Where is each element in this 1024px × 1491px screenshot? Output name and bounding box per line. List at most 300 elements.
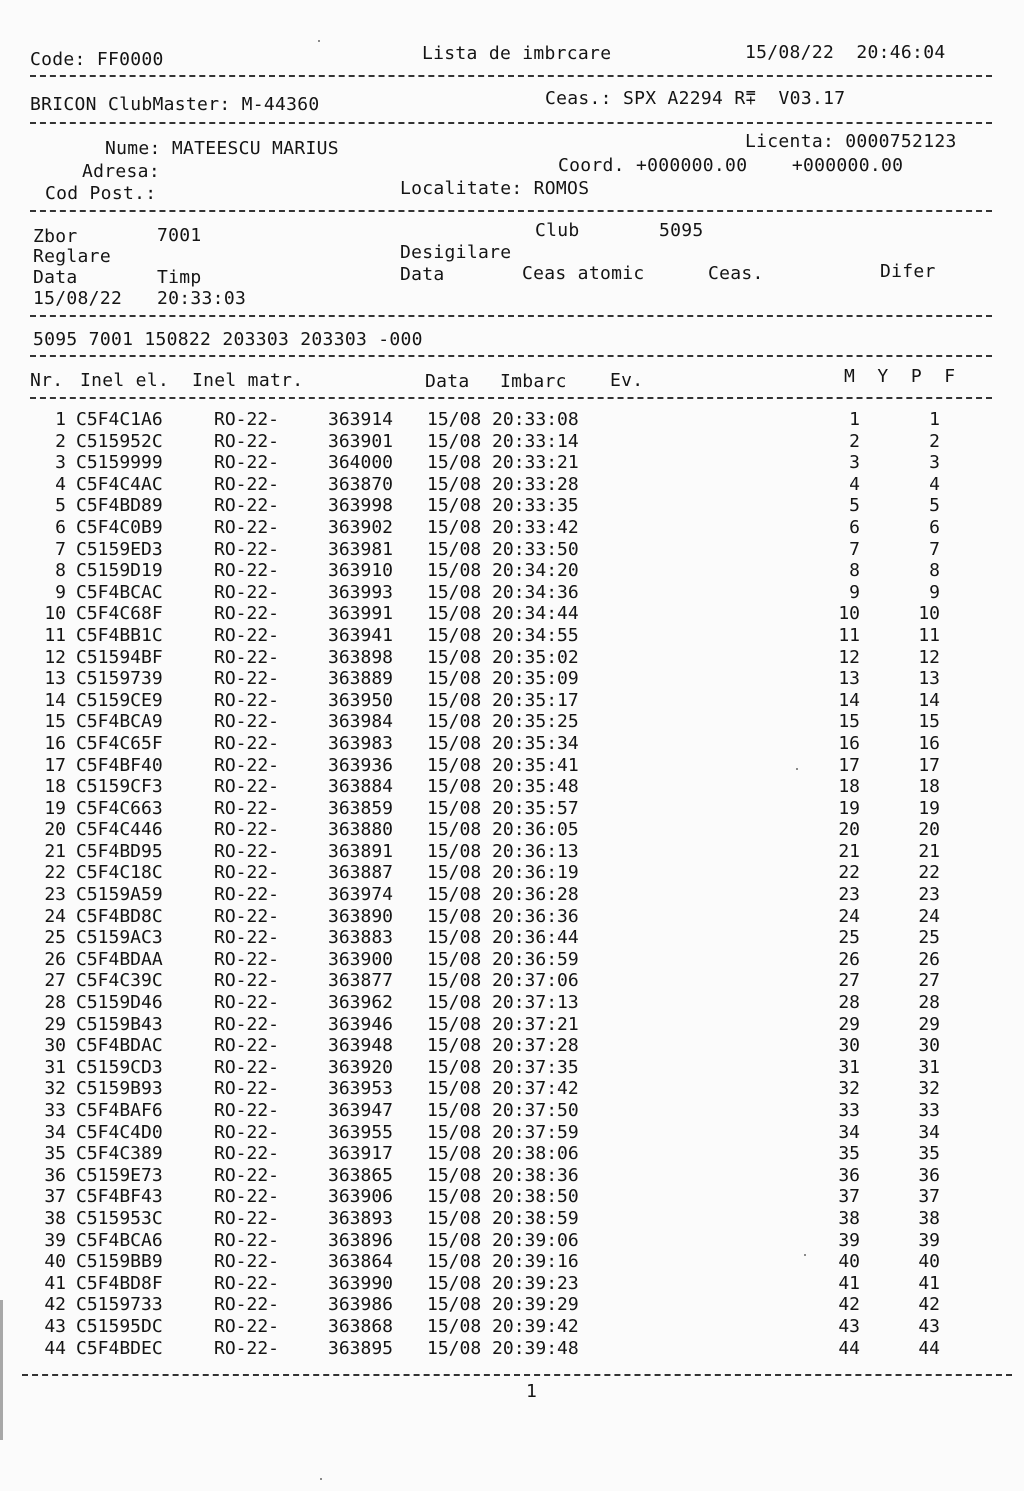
ring-prefix: RO-22- [214, 689, 280, 711]
rank-p: 21 [918, 840, 940, 862]
ring-number: 363883 [328, 927, 394, 949]
rank-p: 42 [918, 1294, 940, 1316]
row-number: 22 [44, 862, 66, 884]
rank-m: 30 [838, 1035, 860, 1057]
electronic-ring: C5F4BD8F [76, 1272, 163, 1294]
row-number: 30 [44, 1035, 66, 1057]
col-header-inel-matr: Inel matr. [192, 370, 304, 391]
rank-p: 40 [918, 1251, 940, 1273]
atomic-clock-label: Ceas atomic [522, 263, 645, 284]
ring-prefix: RO-22- [214, 1143, 280, 1165]
row-number: 27 [44, 970, 66, 992]
document-title: Lista de imbrcare [422, 43, 612, 64]
row-number: 41 [44, 1272, 66, 1294]
row-number: 25 [44, 927, 66, 949]
rank-p: 15 [918, 711, 940, 733]
arrival-time: 15/08 20:36:28 [427, 884, 579, 906]
ring-number: 363920 [328, 1056, 394, 1078]
electronic-ring: C5159CF3 [76, 776, 163, 798]
ring-number: 363887 [328, 862, 394, 884]
ring-number: 363983 [328, 732, 394, 754]
arrival-time: 15/08 20:35:57 [427, 797, 579, 819]
ring-number: 363884 [328, 776, 394, 798]
ring-number: 363917 [328, 1143, 394, 1165]
arrival-time: 15/08 20:35:02 [427, 646, 579, 668]
table-row [0, 1338, 1024, 1360]
ring-prefix: RO-22- [214, 603, 280, 625]
row-number: 29 [44, 1013, 66, 1035]
rank-m: 41 [838, 1272, 860, 1294]
row-number: 34 [44, 1121, 66, 1143]
rank-m: 13 [838, 668, 860, 690]
arrival-time: 15/08 20:39:42 [427, 1315, 579, 1337]
print-datetime: 15/08/22 20:46:04 [745, 42, 946, 63]
row-number: 31 [44, 1056, 66, 1078]
electronic-ring: C5F4BCA6 [76, 1229, 163, 1251]
club-number: 5095 [659, 220, 704, 241]
divider-3 [30, 210, 992, 212]
electronic-ring: C5F4C65F [76, 732, 163, 754]
ring-prefix: RO-22- [214, 1035, 280, 1057]
rank-p: 20 [918, 819, 940, 841]
ring-prefix: RO-22- [214, 1251, 280, 1273]
ring-prefix: RO-22- [214, 560, 280, 582]
rank-p: 12 [918, 646, 940, 668]
row-number: 13 [44, 668, 66, 690]
table-row [0, 690, 1024, 712]
electronic-ring: C515952C [76, 430, 163, 452]
ring-prefix: RO-22- [214, 495, 280, 517]
row-number: 1 [55, 409, 66, 430]
rank-p: 24 [918, 905, 940, 927]
row-number: 10 [44, 603, 66, 625]
row-number: 6 [55, 516, 66, 538]
rank-p: 18 [918, 776, 940, 798]
rank-m: 21 [838, 840, 860, 862]
ring-prefix: RO-22- [214, 1100, 280, 1121]
ring-prefix: RO-22- [214, 927, 280, 949]
rank-m: 28 [838, 992, 860, 1014]
divider-bottom [22, 1374, 1012, 1376]
rank-m: 43 [838, 1315, 860, 1337]
ring-prefix: RO-22- [214, 840, 280, 862]
ring-number: 363914 [328, 409, 394, 430]
ring-number: 363950 [328, 689, 394, 711]
electronic-ring: C5159B43 [76, 1013, 163, 1035]
electronic-ring: C5F4BF43 [76, 1186, 163, 1208]
ring-prefix: RO-22- [214, 992, 280, 1014]
electronic-ring: C5F4C39C [76, 970, 163, 992]
arrival-time: 15/08 20:39:29 [427, 1294, 579, 1316]
rank-p: 23 [918, 884, 940, 906]
table-row [0, 452, 1024, 474]
rank-m: 42 [838, 1294, 860, 1316]
arrival-time: 15/08 20:36:36 [427, 905, 579, 927]
electronic-ring: C5F4BB1C [76, 624, 163, 646]
arrival-time: 15/08 20:38:36 [427, 1164, 579, 1186]
rank-m: 4 [849, 473, 860, 495]
rank-m: 24 [838, 905, 860, 927]
table-row [0, 1100, 1024, 1122]
ring-number: 363902 [328, 516, 394, 538]
table-row [0, 992, 1024, 1014]
arrival-time: 15/08 20:37:28 [427, 1035, 579, 1057]
rank-p: 43 [918, 1315, 940, 1337]
electronic-ring: C5F4C4AC [76, 473, 163, 495]
electronic-ring: C5F4BD8C [76, 905, 163, 927]
ring-prefix: RO-22- [214, 516, 280, 538]
arrival-time: 15/08 20:33:42 [427, 516, 579, 538]
rank-p: 10 [918, 603, 940, 625]
electronic-ring: C5159739 [76, 668, 163, 690]
table-row [0, 755, 1024, 777]
divider-6 [30, 397, 992, 399]
rank-p: 16 [918, 732, 940, 754]
rank-p: 35 [918, 1143, 940, 1165]
row-number: 17 [44, 754, 66, 776]
ring-prefix: RO-22- [214, 819, 280, 841]
rank-p: 32 [918, 1078, 940, 1100]
table-row [0, 409, 1024, 431]
table-row [0, 798, 1024, 820]
rank-p: 26 [918, 948, 940, 970]
electronic-ring: C5F4BDEC [76, 1337, 163, 1359]
rank-m: 25 [838, 927, 860, 949]
summary-line: 5095 7001 150822 203303 203303 -000 [33, 329, 423, 350]
paper-edge-shadow [0, 1300, 3, 1440]
electronic-ring: C5F4BAF6 [76, 1100, 163, 1121]
ring-number: 363868 [328, 1315, 394, 1337]
rank-p: 9 [929, 581, 940, 603]
rank-p: 37 [918, 1186, 940, 1208]
arrival-time: 15/08 20:39:48 [427, 1337, 579, 1359]
rank-p: 41 [918, 1272, 940, 1294]
table-row [0, 474, 1024, 496]
rank-m: 44 [838, 1337, 860, 1359]
electronic-ring: C5159ED3 [76, 538, 163, 560]
arrival-time: 15/08 20:38:59 [427, 1207, 579, 1229]
ring-prefix: RO-22- [214, 646, 280, 668]
arrival-time: 15/08 20:33:35 [427, 495, 579, 517]
electronic-ring: C5159E73 [76, 1164, 163, 1186]
paper-speck [804, 1254, 806, 1256]
rank-m: 35 [838, 1143, 860, 1165]
ring-prefix: RO-22- [214, 624, 280, 646]
table-row [0, 668, 1024, 690]
table-row [0, 776, 1024, 798]
electronic-ring: C5F4BCA9 [76, 711, 163, 733]
table-row [0, 819, 1024, 841]
rank-p: 3 [929, 452, 940, 474]
rank-m: 10 [838, 603, 860, 625]
ring-number: 363864 [328, 1251, 394, 1273]
table-row [0, 603, 1024, 625]
clock-col-label: Ceas. [708, 263, 764, 284]
row-number: 35 [44, 1143, 66, 1165]
table-row [0, 711, 1024, 733]
ring-prefix: RO-22- [214, 776, 280, 798]
arrival-time: 15/08 20:35:09 [427, 668, 579, 690]
table-row [0, 949, 1024, 971]
row-number: 19 [44, 797, 66, 819]
rank-m: 18 [838, 776, 860, 798]
ring-prefix: RO-22- [214, 1121, 280, 1143]
rank-p: 8 [929, 560, 940, 582]
ring-number: 363900 [328, 948, 394, 970]
ring-number: 363891 [328, 840, 394, 862]
col-header-data: Data [425, 371, 470, 392]
ring-number: 363865 [328, 1164, 394, 1186]
rank-p: 11 [918, 624, 940, 646]
owner-name: Nume: MATEESCU MARIUS [105, 138, 339, 159]
arrival-time: 15/08 20:36:19 [427, 862, 579, 884]
row-number: 16 [44, 732, 66, 754]
ring-number: 363990 [328, 1272, 394, 1294]
electronic-ring: C5F4C446 [76, 819, 163, 841]
ring-number: 363898 [328, 646, 394, 668]
ring-prefix: RO-22- [214, 948, 280, 970]
rank-m: 11 [838, 624, 860, 646]
ring-number: 363889 [328, 668, 394, 690]
rank-p: 6 [929, 516, 940, 538]
paper-speck [796, 768, 798, 770]
row-number: 2 [55, 430, 66, 452]
rank-p: 19 [918, 797, 940, 819]
divider-2 [30, 122, 992, 124]
col-header-inel-el: Inel el. [80, 370, 170, 391]
ring-number: 363946 [328, 1013, 394, 1035]
row-number: 32 [44, 1078, 66, 1100]
ring-number: 363986 [328, 1294, 394, 1316]
arrival-time: 15/08 20:37:06 [427, 970, 579, 992]
arrival-time: 15/08 20:35:41 [427, 754, 579, 776]
ring-prefix: RO-22- [214, 1078, 280, 1100]
rank-m: 6 [849, 516, 860, 538]
table-row [0, 884, 1024, 906]
ring-number: 363859 [328, 797, 394, 819]
table-row [0, 1316, 1024, 1338]
electronic-ring: C5159CD3 [76, 1056, 163, 1078]
club-label: Club [535, 220, 580, 241]
row-number: 18 [44, 776, 66, 798]
row-number: 44 [44, 1337, 66, 1359]
row-number: 39 [44, 1229, 66, 1251]
arrival-time: 15/08 20:35:25 [427, 711, 579, 733]
rank-m: 14 [838, 689, 860, 711]
table-row [0, 1035, 1024, 1057]
electronic-ring: C5159733 [76, 1294, 163, 1316]
table-row [0, 862, 1024, 884]
divider-4 [30, 315, 992, 317]
table-row [0, 560, 1024, 582]
flight-number: 7001 [157, 225, 202, 246]
ring-number: 363910 [328, 560, 394, 582]
clock-label: Ceas.: SPX A2294 R⩱ V03.17 [545, 88, 846, 109]
row-number: 11 [44, 624, 66, 646]
date-col-label: Data [33, 267, 78, 288]
time-col-label: Timp [157, 267, 202, 288]
arrival-time: 15/08 20:37:21 [427, 1013, 579, 1035]
ring-prefix: RO-22- [214, 1294, 280, 1316]
ring-number: 363880 [328, 819, 394, 841]
difference-label: Difer [880, 261, 936, 282]
arrival-time: 15/08 20:36:59 [427, 948, 579, 970]
table-row [0, 647, 1024, 669]
table-row [0, 1294, 1024, 1316]
table-row [0, 625, 1024, 647]
rank-m: 27 [838, 970, 860, 992]
table-row [0, 1165, 1024, 1187]
table-row [0, 1208, 1024, 1230]
ring-prefix: RO-22- [214, 862, 280, 884]
ring-number: 363941 [328, 624, 394, 646]
rank-m: 33 [838, 1100, 860, 1121]
row-number: 9 [55, 581, 66, 603]
ring-number: 363870 [328, 473, 394, 495]
row-number: 40 [44, 1251, 66, 1273]
electronic-ring: C5159999 [76, 452, 163, 474]
electronic-ring: C5F4BCAC [76, 581, 163, 603]
rank-m: 37 [838, 1186, 860, 1208]
arrival-time: 15/08 20:38:50 [427, 1186, 579, 1208]
rank-m: 7 [849, 538, 860, 560]
ring-number: 363901 [328, 430, 394, 452]
ring-number: 363993 [328, 581, 394, 603]
ring-number: 363962 [328, 992, 394, 1014]
ring-prefix: RO-22- [214, 1315, 280, 1337]
row-number: 43 [44, 1315, 66, 1337]
arrival-time: 15/08 20:34:44 [427, 603, 579, 625]
row-number: 21 [44, 840, 66, 862]
electronic-ring: C5F4BDAC [76, 1035, 163, 1057]
table-row [0, 927, 1024, 949]
arrival-time: 15/08 20:39:16 [427, 1251, 579, 1273]
ring-number: 363893 [328, 1207, 394, 1229]
arrival-time: 15/08 20:37:50 [427, 1100, 579, 1121]
ring-prefix: RO-22- [214, 409, 280, 430]
table-row [0, 733, 1024, 755]
rank-m: 12 [838, 646, 860, 668]
ring-prefix: RO-22- [214, 1013, 280, 1035]
arrival-time: 15/08 20:37:42 [427, 1078, 579, 1100]
electronic-ring: C51595DC [76, 1315, 163, 1337]
rank-m: 5 [849, 495, 860, 517]
table-row [0, 431, 1024, 453]
row-number: 3 [55, 452, 66, 474]
setting-label: Reglare [33, 246, 111, 267]
rank-p: 36 [918, 1164, 940, 1186]
arrival-table [0, 409, 1024, 1359]
arrival-time: 15/08 20:38:06 [427, 1143, 579, 1165]
rank-m: 9 [849, 581, 860, 603]
rank-m: 19 [838, 797, 860, 819]
table-row [0, 1186, 1024, 1208]
col-header-imbarc: Imbarc [500, 371, 567, 392]
row-number: 12 [44, 646, 66, 668]
locality: Localitate: ROMOS [400, 178, 590, 199]
ring-prefix: RO-22- [214, 905, 280, 927]
rank-p: 22 [918, 862, 940, 884]
table-row [0, 906, 1024, 928]
electronic-ring: C5159A59 [76, 884, 163, 906]
row-number: 14 [44, 689, 66, 711]
rank-p: 39 [918, 1229, 940, 1251]
rank-p: 13 [918, 668, 940, 690]
rank-p: 7 [929, 538, 940, 560]
rank-m: 8 [849, 560, 860, 582]
rank-m: 36 [838, 1164, 860, 1186]
divider-5 [30, 355, 992, 357]
arrival-time: 15/08 20:33:28 [427, 473, 579, 495]
ring-number: 364000 [328, 452, 394, 474]
table-row [0, 517, 1024, 539]
rank-m: 31 [838, 1056, 860, 1078]
arrival-time: 15/08 20:36:05 [427, 819, 579, 841]
col-header-myp: M Y P F [844, 366, 956, 387]
paper-speck [318, 40, 320, 42]
address-label: Adresa: [82, 161, 160, 182]
ring-prefix: RO-22- [214, 711, 280, 733]
table-row [0, 841, 1024, 863]
table-row [0, 1057, 1024, 1079]
row-number: 20 [44, 819, 66, 841]
arrival-time: 15/08 20:33:14 [427, 430, 579, 452]
rank-p: 25 [918, 927, 940, 949]
row-number: 8 [55, 560, 66, 582]
row-number: 26 [44, 948, 66, 970]
electronic-ring: C5F4C4D0 [76, 1121, 163, 1143]
rank-p: 14 [918, 689, 940, 711]
rank-p: 2 [929, 430, 940, 452]
ring-number: 363936 [328, 754, 394, 776]
ring-number: 363896 [328, 1229, 394, 1251]
ring-prefix: RO-22- [214, 581, 280, 603]
arrival-time: 15/08 20:33:21 [427, 452, 579, 474]
rank-m: 26 [838, 948, 860, 970]
ring-prefix: RO-22- [214, 797, 280, 819]
rank-m: 29 [838, 1013, 860, 1035]
row-number: 28 [44, 992, 66, 1014]
electronic-ring: C5F4BF40 [76, 754, 163, 776]
row-number: 24 [44, 905, 66, 927]
table-row [0, 1251, 1024, 1273]
electronic-ring: C5159BB9 [76, 1251, 163, 1273]
electronic-ring: C5F4C0B9 [76, 516, 163, 538]
electronic-ring: C5F4C18C [76, 862, 163, 884]
ring-prefix: RO-22- [214, 884, 280, 906]
rank-p: 1 [929, 409, 940, 430]
rank-p: 4 [929, 473, 940, 495]
arrival-time: 15/08 20:34:55 [427, 624, 579, 646]
arrival-time: 15/08 20:34:20 [427, 560, 579, 582]
row-number: 23 [44, 884, 66, 906]
rank-m: 16 [838, 732, 860, 754]
rank-m: 1 [849, 409, 860, 430]
unsealing-label: Desigilare [400, 242, 512, 263]
date2-col-label: Data [400, 264, 445, 285]
arrival-time: 15/08 20:36:44 [427, 927, 579, 949]
electronic-ring: C5159AC3 [76, 927, 163, 949]
ring-prefix: RO-22- [214, 732, 280, 754]
electronic-ring: C5F4C68F [76, 603, 163, 625]
row-number: 42 [44, 1294, 66, 1316]
page-number: 1 [526, 1381, 538, 1402]
row-number: 36 [44, 1164, 66, 1186]
ring-prefix: RO-22- [214, 430, 280, 452]
electronic-ring: C515953C [76, 1207, 163, 1229]
setting-date: 15/08/22 [33, 288, 123, 309]
ring-prefix: RO-22- [214, 1272, 280, 1294]
